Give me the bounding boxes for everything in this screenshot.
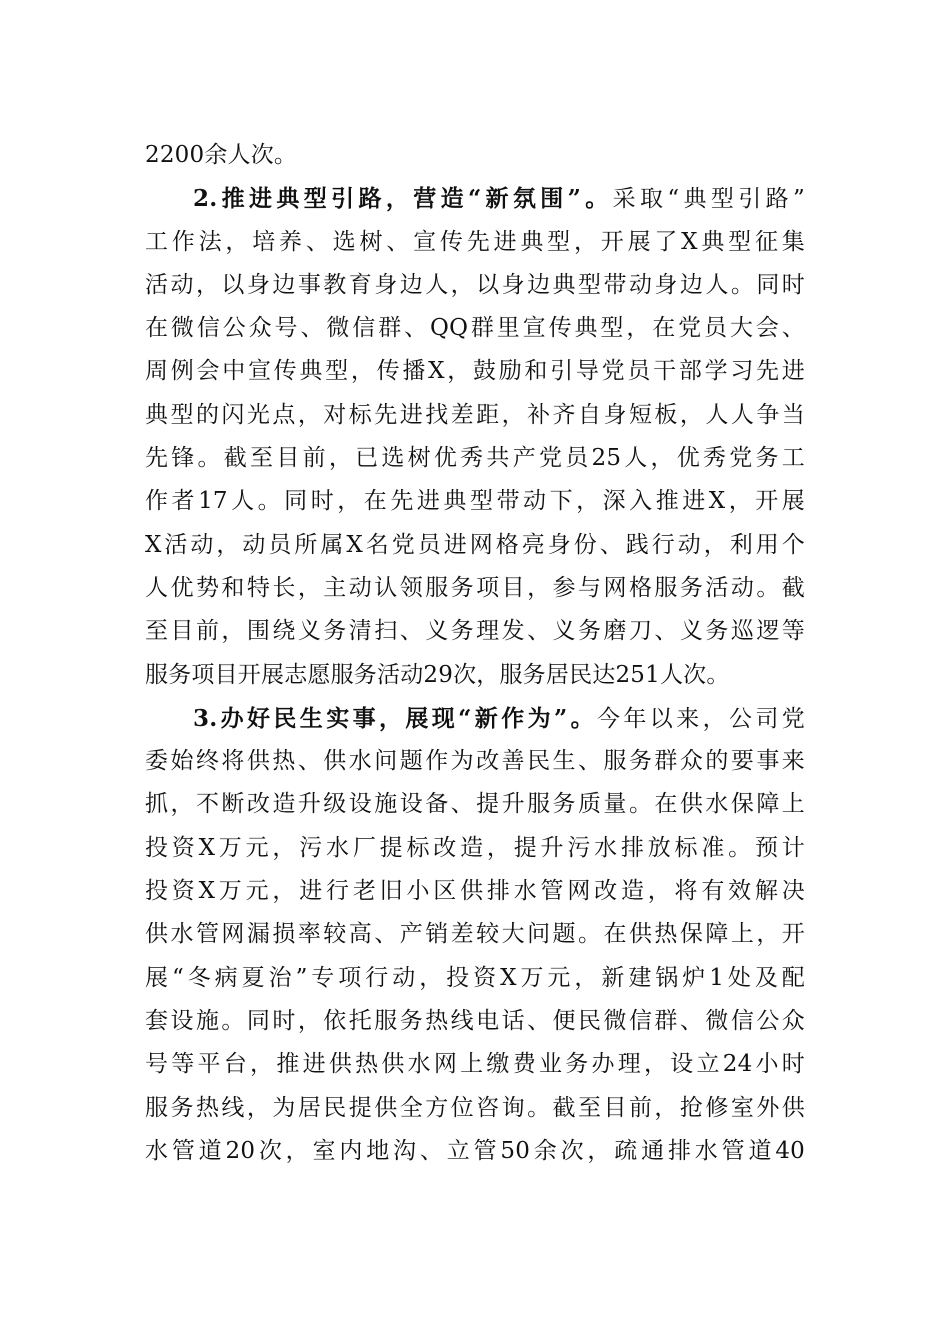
- section2-line: 人优势和特长，主动认领服务项目，参与网格服务活动。截: [145, 574, 805, 601]
- section2-line: 至目前，围绕义务清扫、义务理发、义务磨刀、义务巡逻等: [145, 618, 805, 645]
- section3-line: 供水管网漏损率较高、产销差较大问题。在供热保障上，开: [145, 921, 805, 948]
- section3-line: 抓，不断改造升级设施设备、提升服务质量。在供水保障上: [145, 791, 805, 818]
- section2-line: X活动，动员所属X名党员进网格亮身份、践行动，利用个: [145, 531, 805, 558]
- body-text: [145, 134, 805, 1173]
- section2-line: 典型的闪光点，对标先进找差距，补齐自身短板，人人争当: [145, 401, 805, 428]
- section3-first-line-rest: 今年以来，公司党: [597, 705, 805, 732]
- section2-heading: 2.推进典型引路，营造“新氛围”。: [193, 185, 613, 213]
- section2-line: 先锋。截至目前，已选树优秀共产党员25人，优秀党务工: [145, 445, 805, 472]
- section2-line: 周例会中宣传典型，传播X，鼓励和引导党员干部学习先进: [145, 358, 805, 385]
- section3-heading: 3.办好民生实事，展现“新作为”。: [193, 704, 598, 732]
- section2-line: 服务项目开展志愿服务活动29次，服务居民达251人次。: [145, 661, 730, 688]
- section3-first-line: [145, 697, 805, 740]
- continuation-line: [145, 134, 805, 177]
- section2-line: 工作法，培养、选树、宣传先进典型，开展了X典型征集: [145, 228, 805, 255]
- section2-first-line: [145, 177, 805, 220]
- section2-line: 在微信公众号、微信群、QQ群里宣传典型，在党员大会、: [145, 315, 805, 342]
- section3-line: 委始终将供热、供水问题作为改善民生、服务群众的要事来: [145, 748, 805, 775]
- section2-line: 作者17人。同时，在先进典型带动下，深入推进X，开展: [145, 488, 805, 515]
- section2-first-line-rest: 采取“典型引路”: [612, 186, 805, 213]
- section3-line: 展“冬病夏治”专项行动，投资X万元，新建锅炉1处及配: [145, 964, 805, 991]
- section3-line: 投资X万元，进行老旧小区供排水管网改造，将有效解决: [145, 878, 805, 905]
- section3-line: 服务热线，为居民提供全方位咨询。截至目前，抢修室外供: [145, 1094, 805, 1121]
- section3-line: 套设施。同时，依托服务热线电话、便民微信群、微信公众: [145, 1007, 805, 1034]
- section2-line: 活动，以身边事教育身边人，以身边典型带动身边人。同时: [145, 271, 805, 298]
- section3-line: 投资X万元，污水厂提标改造，提升污水排放标准。预计: [145, 834, 805, 861]
- continuation-text: 2200余人次。: [145, 142, 298, 168]
- section3-line: 号等平台，推进供热供水网上缴费业务办理，设立24小时: [145, 1051, 805, 1078]
- section3-line: 水管道20次，室内地沟、立管50余次，疏通排水管道40: [145, 1137, 805, 1164]
